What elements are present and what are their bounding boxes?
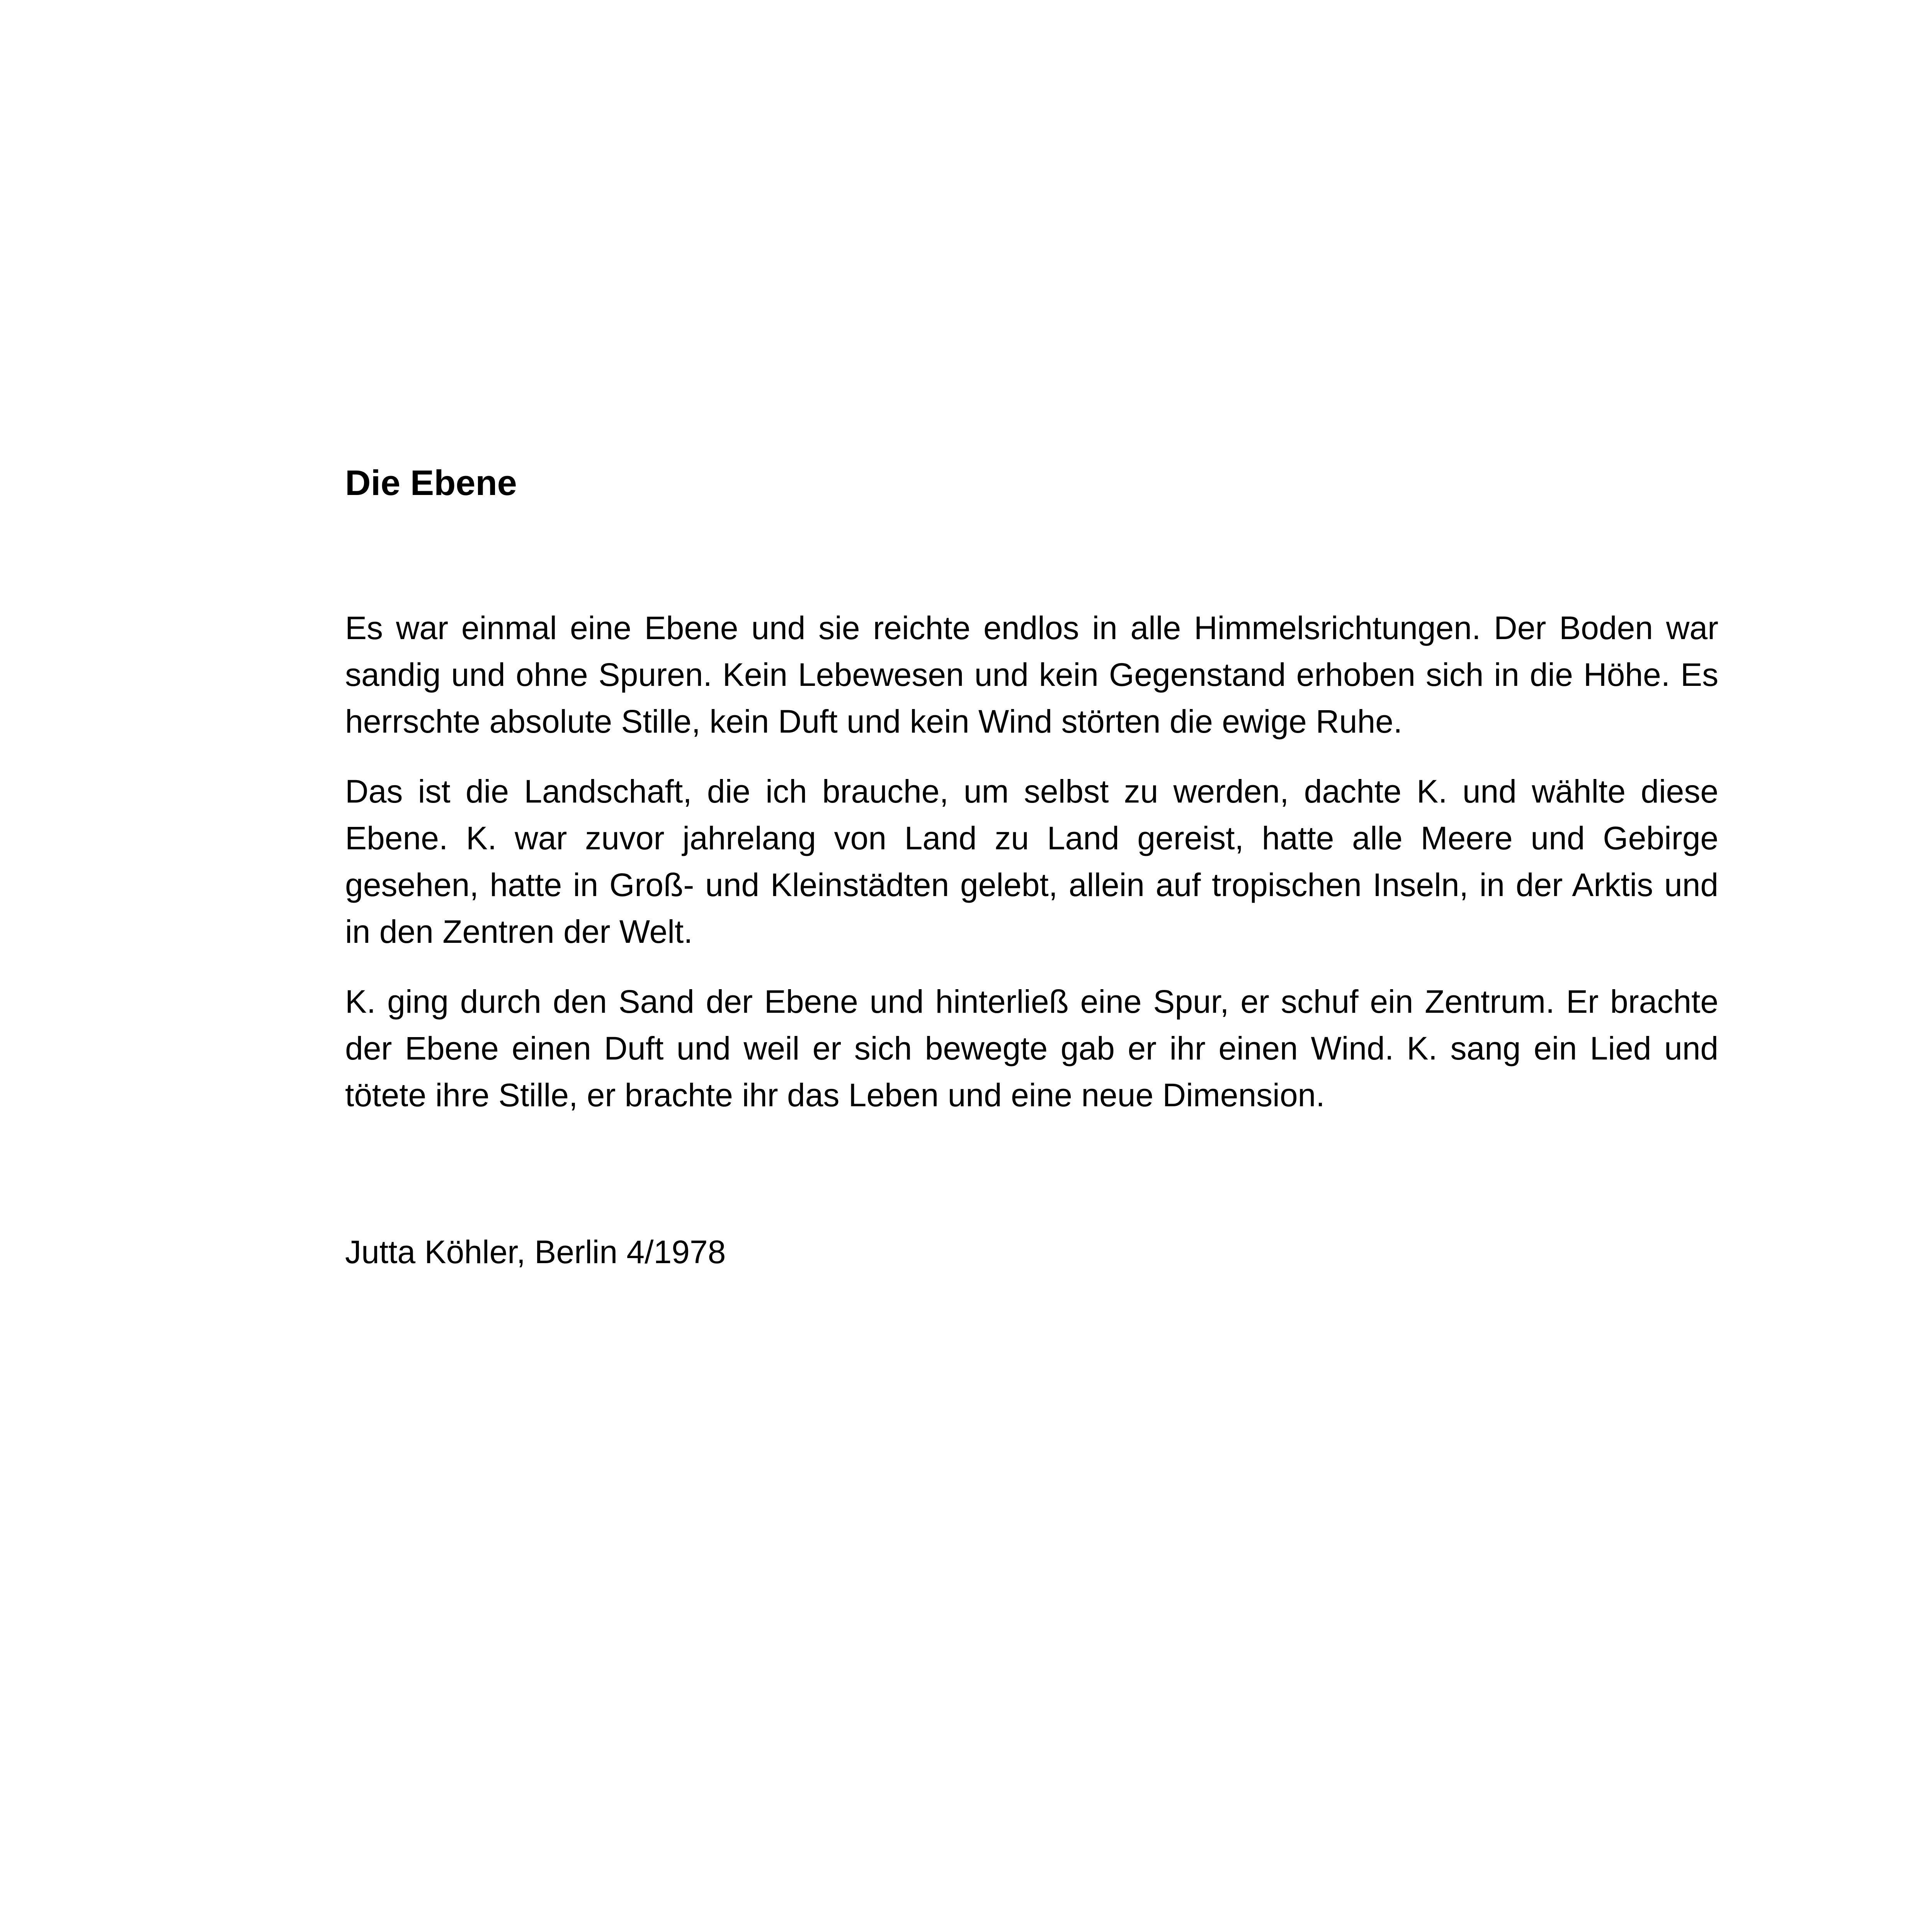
body-text: [345, 605, 1718, 1142]
paragraph: K. ging durch den Sand der Ebene und hinterließ eine Spur, er schuf ein Zentrum. Er brachte der Ebene einen Duft und weil er sich bewegte gab er ihr einen Wind. K. sang ein Lied und tötete ihre Stille, er brachte ihr das Leben und eine neue Dimension.: [345, 983, 1718, 1113]
page-title: Die Ebene: [345, 463, 517, 503]
paragraph: Das ist die Landschaft, die ich brauche, um selbst zu werden, dachte K. und wählte diese Ebene. K. war zuvor jahrelang von Land zu Land gereist, hatte alle Meere und Gebirge gesehen, hatte in Groß- und Kleinstädten gelebt, allein auf tropischen Inseln, in der Arktis und in den Zentren der Welt.: [345, 773, 1718, 950]
author-signature-line: Jutta Köhler, Berlin 4/1978: [345, 1234, 726, 1270]
paragraph: Es war einmal eine Ebene und sie reichte endlos in alle Himmelsrichtungen. Der Boden war sandig und ohne Spuren. Kein Lebewesen und kein Gegenstand erhoben sich in die Höhe. Es herrschte absolute Stille, kein Duft und kein Wind störten die ewige Ruhe.: [345, 610, 1718, 740]
